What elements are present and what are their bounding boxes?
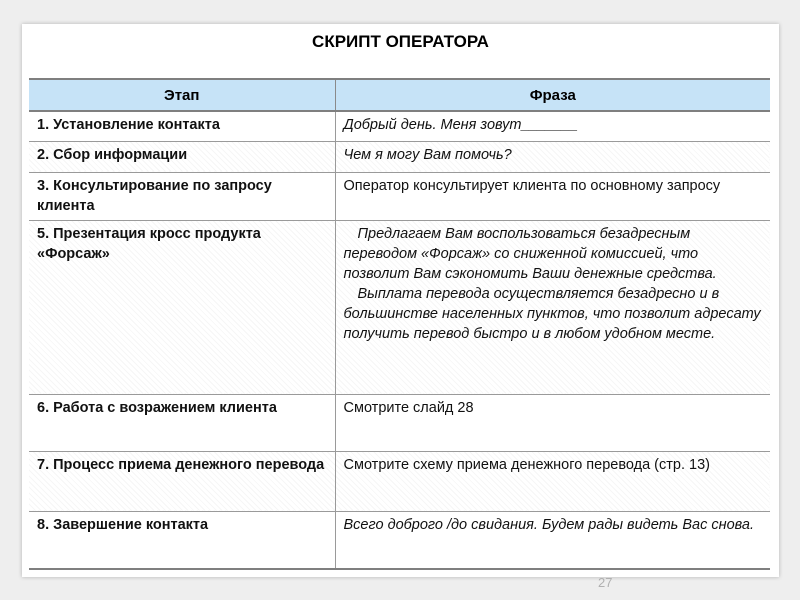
phrase-cell: Чем я могу Вам помочь? [335, 141, 770, 172]
phrase-cell [335, 220, 770, 394]
phrase-cell: Всего доброго /до свидания. Будем рады видеть Вас снова. [335, 511, 770, 569]
table-row [29, 511, 770, 569]
table-row [29, 394, 770, 451]
stage-cell: 2. Сбор информации [29, 141, 335, 172]
phrase-cell: Смотрите слайд 28 [335, 394, 770, 451]
table-row [29, 220, 770, 394]
phrase-cell: Смотрите схему приема денежного перевода (стр. 13) [335, 451, 770, 511]
phrase-paragraph: Предлагаем Вам воспользоваться безадресным переводом «Форсаж» со сниженной комиссией, что позволит Вам сэкономить Ваши денежные средства. [343, 225, 717, 282]
stage-cell: 3. Консультирование по запросу клиента [29, 172, 335, 220]
header-phrase: Фраза [335, 79, 770, 111]
table-row [29, 451, 770, 511]
page-title: СКРИПТ ОПЕРАТОРА [312, 32, 489, 51]
table-header-row [29, 79, 770, 111]
operator-script-table [29, 78, 770, 570]
phrase-paragraph: Выплата перевода осуществляется безадресно и в большинстве населенных пунктов, что позволит адресату получить перевод быстро и в любом удобном месте. [343, 285, 761, 342]
phrase-cell: Добрый день. Меня зовут_______ [335, 111, 770, 141]
stage-cell: 1. Установление контакта [29, 111, 335, 141]
phrase-cell: Оператор консультирует клиента по основному запросу [335, 172, 770, 220]
table-row [29, 111, 770, 141]
slide [22, 24, 779, 577]
table-row [29, 172, 770, 220]
table-row [29, 141, 770, 172]
stage-cell: 8. Завершение контакта [29, 511, 335, 569]
stage-cell: 5. Презентация кросс продукта «Форсаж» [29, 220, 335, 394]
header-stage: Этап [29, 79, 335, 111]
page-number: 27 [598, 575, 613, 590]
stage-cell: 6. Работа с возражением клиента [29, 394, 335, 451]
stage-cell: 7. Процесс приема денежного перевода [29, 451, 335, 511]
